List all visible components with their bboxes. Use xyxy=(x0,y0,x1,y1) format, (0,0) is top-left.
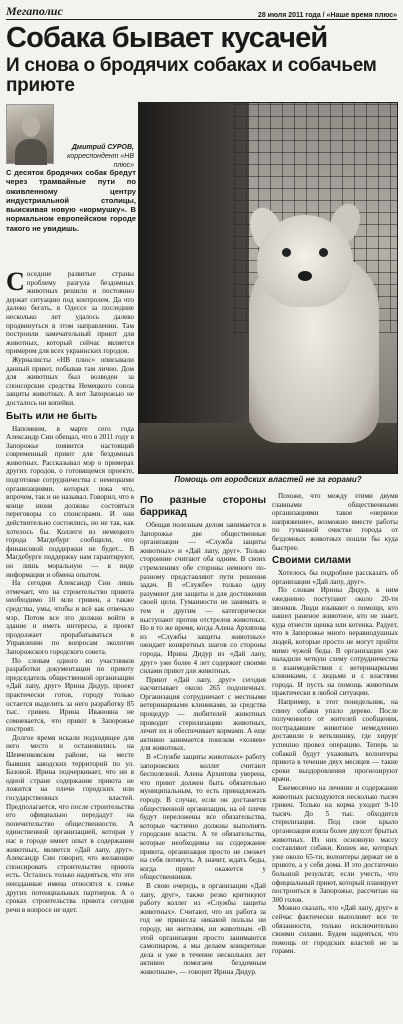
col3-paragraph: Можно сказать, что «Дай лапу, друг» в сейчас фактически выполняет все те обязанности, только исключительно своими силами. Будем надеяться, что помощь от городских властей не за горами. xyxy=(272,904,398,956)
dropcap: С xyxy=(6,267,25,296)
author-role: корреспондент «НВ плюс» xyxy=(67,153,134,169)
col2-paragraph: Обещая полезным делом занимается в Запорожье две общественные организации — «Служба защиты животных» и «Дай лапу, друг». Только сторонние считают оба одним. В своих стремлениях обе стороны немного по-разному представляют пути решения задач. В «Службе» только одну разумеют для защиты и для достижения своей цели. Гуманности не занимать и тем и другим — категорически выступают против отстрелов животных. Но в то же время, когда Алена Архипова из «Службы защиты животных» ожидает конкретных шагов со стороны города, Ирина Дидур из «Дай лапу, друг» уже более 4 лет содержит своими силами приют для животных. xyxy=(140,521,266,676)
article-subhead: И снова о бродячих собаках и собачьем приюте xyxy=(6,55,377,96)
author-name: Дмитрий СУРОВ, xyxy=(71,144,134,151)
author-byline xyxy=(56,143,134,170)
column-3 xyxy=(272,492,398,956)
col1-paragraph: На сегодня Александр Син лишь отмечает, что на строительство приюта необходимо 10 млн гривен, а также средства, умы, чтобы и всё как отвечало мэр. Потом все это должно войти в здание и иметь интересы, а проект продолжает прорабатываться в Управлении по вопросам экологии Запорожского городского совета. xyxy=(6,579,134,656)
article-headline: Собака бывает кусачей xyxy=(6,22,328,54)
column-1 xyxy=(6,267,134,914)
col3-paragraph: Ежемесячно на лечение и содержание животных расходуются несколько тысяч гривен. Только на корма уходит 9-10 тысяч. До 5 тыс. обходится стерилизация. Под свое крыло организация взяла более двухсот брытых животных. Из них основную массу составляют собаки. Кошек же, которых уже около 65-ти, волонтеры держат не в приюте, а у себя дома. И это достаточно большой результат, если учесть, что официальный приют, который планирует построиться в Запорожье, рассчитан на 300 голов. xyxy=(272,784,398,904)
col2-paragraph: В свою очередь, в организации «Дай лапу, друг», также резко критикуют работу коллег из «Службы защиты животных». Считают, что их работа за год не принесла никакой пользы ни городу, ни жителям, ни животным. «В этой организации просто занимаются самопиаром, а мы делаем конкретные дела и уже в течение нескольких лет активно помогаем бездомным животным», — говорит Ирина Дидур. xyxy=(140,881,266,976)
col1-paragraph: оседние развитые страны проблему разгула бездомных животных решили и постоянно держат ситуацию под контролем. Да что далеко бегать, в Одессе за последние несколько лет удалось далеко продвинуться в этом направлении. Там построили замечательный приют для животных, который сейчас является примером для всех украинских городов. xyxy=(6,270,134,356)
article-lead: С десяток бродячих собак бредут через трамвайные пути по оживленному центру индустриальной столицы, выискивая новую «кормушку». В нормальном европейском городе такого не увидишь. xyxy=(6,168,136,233)
col2-paragraph: В «Службе защиты животных» работу запорожских коллег считают бесполезной. Алена Архипова уверена, что приют должен быть обязательно муниципальным, то есть принадлежать городу. В случае, если он достанется общественной организации, на её плечи будут переложены все обязательства, которые частично должны выполнять городские власти. А те обязательства, которые необходимы на содержание приюта, организация просто не сможет на себя потянуть. А значит, ждать беды, когда приют окажется у общественников. xyxy=(140,753,266,882)
photo-caption: Помощь от городских властей не за горами? xyxy=(174,475,362,484)
col3-paragraph: Похоже, что между этими двумя главными общественными организациями такое «нервное напряжение», возможно вместе работы по гуманной очистке города от бездомных животных пошли бы куда быстрее. xyxy=(272,492,398,552)
dog-photo xyxy=(138,102,398,474)
col1-subheading: Быть или не быть xyxy=(6,410,98,422)
col1-paragraph: Напомним, в марте сего года Александр Син обещал, что в 2011 году в Запорожье появится настоящий современный приют для бездомных животных. Рассказывал мэр о примерах других городов, о готовящемся проекте, подготовке сотрудничества с немецкими организациями, которых пока что, впрочем, так и не называл. Говорил, что в конце июня должны состояться переговоры со спонсорами. И они действительно состоялись, но не так, как хотелось бы. Коллеги из немецкого города Магдебург сообщили, что финансовой поддержки не будет... В Магдебурге поддержку нам гарантируют, но лишь моральную — в виде информации и обмена опытом. xyxy=(6,424,134,579)
col2-subheading: По разные стороны баррикад xyxy=(140,495,266,518)
dateline: 28 июля 2011 года / «Наше время плюс» xyxy=(257,12,397,19)
col3-paragraph: По словам Ирины Дидур, к ним ежедневно поступают около 20-ти звонков. Люди взывают о помощи, кто нашел раненое животное, кто не знает, куда отнести щенка или котенка. Радует, что в Запорожье много неравнодушных людей, которые просто не могут пройти мимо чужой беды. В организации уже наладили четкую схему сотрудничества и взаимодействия с ветеринарными клиниками, с людьми и с властями города. И пусть на помощь животным практически в любой ситуации. xyxy=(272,586,398,698)
page-header xyxy=(6,4,397,20)
col2-paragraph: Приют «Дай лапу, друг» сегодня насчитывает около 265 подопечных. Организация сотрудничает с местными ветеринарными клиниками, за средства процедур — любителей животных проводит стерилизацию животных, лечит их и обеспечивает кормами. А еще активно занимается поиском «хозяев» для животных. xyxy=(140,675,266,753)
col1-paragraph: По словам одного из участников разработки документации по приюту председатель общественной организации «Дай лапу, друг» Ирина Дидур, проект практически готов, городу только остается выделить за него разработку 85 тыс. гривен. Ирина Ивановна не сомневается, что приют в Запорожье построят. xyxy=(6,656,134,734)
col3-subheading: Своими силами xyxy=(272,555,351,567)
col3-paragraph: Например, в этот понедельник, на спину собаки упало дерево. После полученного от жителей сообщения, пострадавшее животное немедленно доставили в ветклинику, где хирург успешно провел операцию. Теперь за собакой будут ухаживать волонтеры приюта в течение двух месяцев — такие сроки выздоровления прогнозируют врачи. xyxy=(272,698,398,784)
col1-paragraph: Долгое время искали подходящее для него место и остановились на Шевченковском районе, на месте бывших заводских территорий по ул. Базовой. Ирина подчеркивает, что ни в одной стране содержание приюта не ложится на плечи городских или государственных властей. Предполагается, что после строительства его официально передадут на попечительство общественности. А единственной организацией, которая у нас в городе имеет опыт в содержании животных, является «Дай лапу, друг». Александр Син говорит, что желающие спонсировать строительство приюта есть. Осталось только надеяться, что эти неизданные имена относятся к семье других потенциальных партнеров. А о сроках строительства приюта сегодня речи в вопросе не идет. xyxy=(6,733,134,914)
col1-paragraph: Журналисты «НВ плюс» описывали данный приют, побывав там лично. Дом для животных был возведен за спонсорские средства Немецкого союза защиты животных. А вот Запорожью не досталось ни копейки. xyxy=(6,355,134,407)
section-title: Мегаполис xyxy=(6,4,63,18)
column-2 xyxy=(140,492,266,976)
author-photo xyxy=(6,104,54,164)
col3-paragraph: Хотелось бы подробнее рассказать об организации «Дай лапу, друг». xyxy=(272,569,398,586)
